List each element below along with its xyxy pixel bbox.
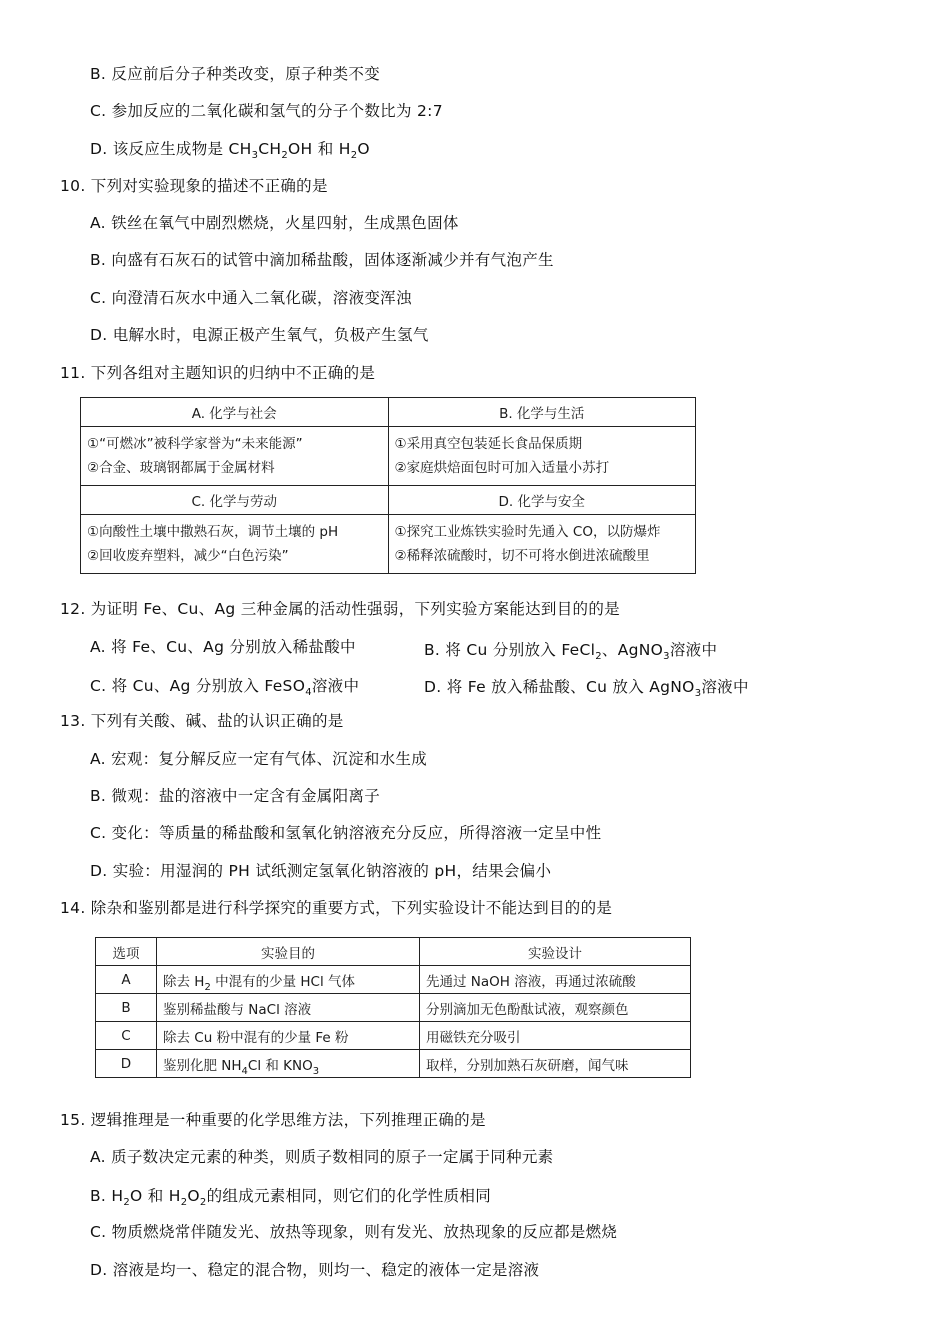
q12-option-a: A. 将 Fe、Cu、Ag 分别放入稀盐酸中 bbox=[90, 638, 356, 656]
q14-cell-design: 先通过 NaOH 溶液，再通过浓硫酸 bbox=[420, 966, 691, 994]
q11-cell-a-head: A. 化学与社会 bbox=[81, 398, 389, 427]
q11-cell-a-body: ①“可燃冰”被科学家誉为“未来能源” ②合金、玻璃钢都属于金属材料 bbox=[81, 427, 389, 486]
q12-option-d: D. 将 Fe 放入稀盐酸、Cu 放入 AgNO$_3$溶液中 bbox=[424, 678, 749, 699]
q10-option-b: B. 向盛有石灰石的试管中滴加稀盐酸，固体逐渐减少并有气泡产生 bbox=[90, 251, 554, 269]
q14-cell-goal: 除去 Cu 粉中混有的少量 Fe 粉 bbox=[157, 1022, 420, 1050]
table-row bbox=[96, 966, 691, 994]
q14-cell-design: 用磁铁充分吸引 bbox=[420, 1022, 691, 1050]
q15-option-c: C. 物质燃烧常伴随发光、放热等现象，则有发光、放热现象的反应都是燃烧 bbox=[90, 1223, 618, 1241]
table-row bbox=[96, 994, 691, 1022]
q11-cell-d-body: ①探究工业炼铁实验时先通入 CO，以防爆炸 ②稀释浓硫酸时，切不可将水倒进浓硫酸里 bbox=[388, 515, 696, 574]
q14-stem: 14. 除杂和鉴别都是进行科学探究的重要方式，下列实验设计不能达到目的的是 bbox=[60, 899, 613, 917]
q12-stem: 12. 为证明 Fe、Cu、Ag 三种金属的活动性强弱，下列实验方案能达到目的的是 bbox=[60, 600, 620, 618]
q10-option-d: D. 电解水时，电源正极产生氧气，负极产生氢气 bbox=[90, 326, 429, 344]
q10-stem: 10. 下列对实验现象的描述不正确的是 bbox=[60, 177, 328, 195]
q14-cell-goal: 鉴别化肥 $NH_4Cl$ 和 $KNO_3$ bbox=[157, 1050, 420, 1078]
q14-cell-option: C bbox=[96, 1022, 157, 1050]
q11-cell-d-head: D. 化学与安全 bbox=[388, 486, 696, 515]
q14-cell-option: D bbox=[96, 1050, 157, 1078]
q9-option-c: C. 参加反应的二氧化碳和氢气的分子个数比为 2:7 bbox=[90, 102, 443, 120]
q14-cell-design: 取样，分别加熟石灰研磨，闻气味 bbox=[420, 1050, 691, 1078]
q13-option-d: D. 实验：用湿润的 PH 试纸测定氢氧化钠溶液的 pH，结果会偏小 bbox=[90, 862, 552, 880]
q10-option-a: A. 铁丝在氧气中剧烈燃烧，火星四射，生成黑色固体 bbox=[90, 214, 459, 232]
q13-stem: 13. 下列有关酸、碱、盐的认识正确的是 bbox=[60, 712, 344, 730]
q14-header-option: 选项 bbox=[96, 938, 157, 966]
q13-option-a: A. 宏观：复分解反应一定有气体、沉淀和水生成 bbox=[90, 750, 428, 768]
q15-option-a: A. 质子数决定元素的种类，则质子数相同的原子一定属于同种元素 bbox=[90, 1148, 554, 1166]
q13-option-b: B. 微观：盐的溶液中一定含有金属阳离子 bbox=[90, 787, 380, 805]
q14-cell-option: A bbox=[96, 966, 157, 994]
q10-option-c: C. 向澄清石灰水中通入二氧化碳，溶液变浑浊 bbox=[90, 289, 412, 307]
q15-option-d: D. 溶液是均一、稳定的混合物，则均一、稳定的液体一定是溶液 bbox=[90, 1261, 540, 1279]
q14-cell-design: 分别滴加无色酚酞试液，观察颜色 bbox=[420, 994, 691, 1022]
q14-header-goal: 实验目的 bbox=[157, 938, 420, 966]
q11-cell-c-head: C. 化学与劳动 bbox=[81, 486, 389, 515]
q13-option-c: C. 变化：等质量的稀盐酸和氢氧化钠溶液充分反应，所得溶液一定呈中性 bbox=[90, 824, 602, 842]
q15-option-b: B. $H_2O$ 和 $H_2O_2$的组成元素相同，则它们的化学性质相同 bbox=[90, 1187, 491, 1208]
q11-table bbox=[80, 397, 696, 574]
table-row bbox=[96, 1022, 691, 1050]
q11-cell-c-body: ①向酸性土壤中撒熟石灰，调节土壤的 pH ②回收废弃塑料，减少“白色污染” bbox=[81, 515, 389, 574]
q14-header-design: 实验设计 bbox=[420, 938, 691, 966]
q11-cell-b-body: ①采用真空包装延长食品保质期 ②家庭烘焙面包时可加入适量小苏打 bbox=[388, 427, 696, 486]
q14-header-row bbox=[96, 938, 691, 966]
q9-option-d: D. 该反应生成物是 $CH_3CH_2OH$ 和 $H_2O$ bbox=[90, 140, 370, 161]
q11-stem: 11. 下列各组对主题知识的归纳中不正确的是 bbox=[60, 364, 376, 382]
q14-cell-option: B bbox=[96, 994, 157, 1022]
q9-option-b: B. 反应前后分子种类改变，原子种类不变 bbox=[90, 65, 380, 83]
q14-cell-goal: 鉴别稀盐酸与 NaCl 溶液 bbox=[157, 994, 420, 1022]
q14-cell-goal: 除去 $H_2$ 中混有的少量 HCl 气体 bbox=[157, 966, 420, 994]
q11-cell-b-head: B. 化学与生活 bbox=[388, 398, 696, 427]
q14-table bbox=[95, 937, 691, 1078]
table-row bbox=[96, 1050, 691, 1078]
q12-option-b: B. 将 Cu 分别放入 FeCl$_2$、AgNO$_3$溶液中 bbox=[424, 641, 718, 662]
q12-option-c: C. 将 Cu、Ag 分别放入 FeSO$_4$溶液中 bbox=[90, 677, 360, 698]
q15-stem: 15. 逻辑推理是一种重要的化学思维方法，下列推理正确的是 bbox=[60, 1111, 486, 1129]
